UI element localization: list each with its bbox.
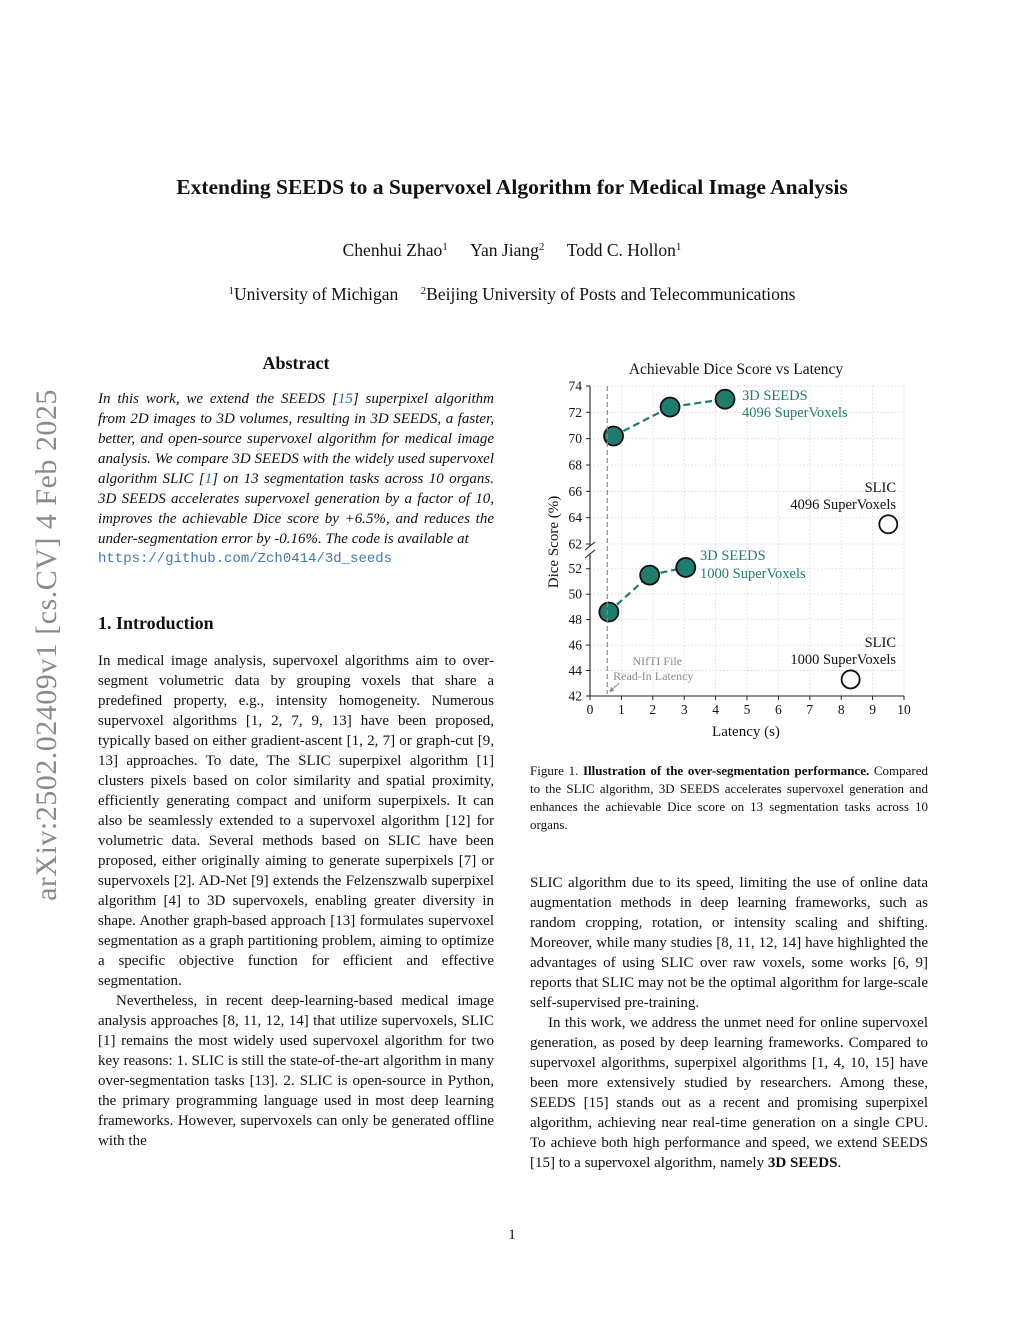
y-tick-label: 42	[568, 688, 582, 704]
author-name: Chenhui Zhao	[342, 240, 443, 260]
citation-link[interactable]: 15	[337, 391, 353, 407]
x-tick-label: 6	[775, 702, 782, 717]
caption-text: Compared to the SLIC algorithm, 3D SEEDS accelerates supervoxel generation and enhances the achievable Dice score on 13 segmentation tasks across 10 organs.	[530, 763, 928, 832]
y-axis-label: Dice Score (%)	[546, 495, 562, 589]
introduction-body-continued	[530, 873, 928, 1173]
figure-1	[530, 352, 930, 752]
y-tick-label: 52	[568, 561, 582, 577]
data-point	[640, 566, 659, 585]
series-1	[879, 515, 897, 533]
chart-grid	[590, 386, 904, 696]
y-tick-label: 70	[568, 431, 582, 447]
y-tick-label: 50	[568, 586, 582, 602]
abstract-text: ] on 13 segmentation tasks across 10 organs. 3D SEEDS accelerates supervoxel generation by a factor of 10, improves the achievable Dice score by +6.5%, and reduces the under-segmentation error by -0.16%. The code is available at	[98, 471, 494, 547]
left-column	[98, 353, 494, 1151]
data-point	[676, 558, 695, 577]
page-number: 1	[508, 1227, 516, 1243]
caption-label: Figure 1.	[530, 763, 579, 778]
x-tick-label: 4	[712, 702, 719, 717]
series-label: 4096 SuperVoxels	[790, 497, 896, 513]
affiliation	[229, 284, 399, 304]
paragraph: SLIC algorithm due to its speed, limiting the use of online data augmentation methods in deep learning frameworks, such as random cropping, rotation, or intensity scaling and shifting. Moreover, while many studies [8, 11, 12, 14] have highlighted the advantages of using SLIC over raw voxels, some works [6, 9] reports that SLIC may not be the optimal algorithm for large-scale self-supervised pre-training.	[530, 875, 928, 1011]
arxiv-side-stamp	[22, 360, 72, 930]
method-name: 3D SEEDS	[767, 1155, 838, 1171]
chart-title: Achievable Dice Score vs Latency	[628, 361, 844, 378]
series-label: SLIC	[864, 480, 896, 496]
code-repository-link[interactable]: https://github.com/Zch0414/3d_seeds	[98, 551, 393, 567]
affiliation	[421, 284, 796, 304]
series-label: 3D SEEDS	[700, 548, 766, 564]
abstract-body	[98, 389, 494, 569]
paragraph: Nevertheless, in recent deep-learning-based medical image analysis approaches [8, 11, 12, 14] that utilize supervoxels, SLIC [1] remains the most widely used supervoxel algorithm for two key reasons: 1. SLIC is still the state-of-the-art algorithm in many over-segmentation tasks [13]. 2. SLIC is open-source in Python, the primary programming language used in most deep learning frameworks. However, supervoxels can only be generated offline with the	[98, 993, 494, 1149]
series-3	[842, 670, 860, 688]
series-label: 3D SEEDS	[742, 388, 808, 404]
dice-latency-chart	[530, 352, 930, 752]
data-point	[599, 603, 618, 622]
caption-title: Illustration of the over-segmentation performance.	[582, 763, 870, 778]
x-tick-label: 3	[680, 702, 688, 717]
x-tick-label: 8	[837, 702, 845, 717]
x-tick-label: 10	[897, 702, 911, 717]
y-tick-label: 74	[568, 378, 582, 394]
data-point	[879, 515, 897, 533]
series-0	[604, 390, 734, 446]
affiliation-mark: 2	[420, 285, 427, 297]
arxiv-identifier: arXiv:2502.02409v1 [cs.CV] 4 Feb 2025	[30, 389, 63, 901]
introduction-heading: 1. Introduction	[98, 613, 214, 633]
author-affiliation-mark: 2	[538, 241, 545, 253]
x-tick-label: 2	[649, 702, 657, 717]
paragraph	[530, 1013, 928, 1173]
x-tick-label: 9	[869, 702, 876, 717]
y-tick-label: 68	[568, 457, 582, 473]
citation-link[interactable]: 1	[204, 471, 213, 487]
introduction-body	[98, 651, 494, 1151]
chart-labels	[607, 386, 896, 694]
affiliation-list	[0, 284, 1024, 305]
y-tick-label: 72	[568, 404, 582, 420]
series-label: SLIC	[864, 635, 896, 651]
x-axis-label: Latency (s)	[712, 724, 780, 740]
annotation-label: Read-In Latency	[613, 669, 694, 683]
affiliation-name: Beijing University of Posts and Telecommunications	[426, 284, 796, 304]
paragraph: In medical image analysis, supervoxel algorithms aim to over-segment volumetric data by grouping voxels that share a predefined property, e.g., intensity homogeneity. Numerous supervoxel algorithms [1, 2, 7, 9, 13] have been proposed, typically based on either gradient-ascent [1, 2, 7] or graph-cut [9, 13] approaches. To date, The SLIC superpixel algorithm [1] clusters pixels based on color similarity and spatial proximity, efficiently generating compact and uniform superpixels. It can also be seamlessly extended to a supervoxel algorithm [12] for volumetric data. Several methods based on SLIC have been proposed, either originally aiming to generate superpixels [7] or supervoxels [2]. AD-Net [9] extends the Felzenszwalb superpixel algorithm [4] to 3D supervoxels, enabling greater diversity in shape. Another graph-based approach [13] formulates supervoxel segmentation as a graph partitioning problem, aiming to optimize a specific objective function for efficient and effective segmentation.	[98, 653, 494, 989]
figure-caption	[530, 762, 928, 834]
y-tick-label: 66	[568, 483, 582, 499]
affiliation-mark: 1	[228, 285, 235, 297]
annotation-label: NIfTI File	[632, 654, 683, 668]
author	[470, 240, 544, 260]
author-affiliation-mark: 1	[442, 241, 448, 253]
y-tick-label: 62	[568, 536, 582, 552]
y-tick-label: 64	[568, 510, 582, 526]
y-tick-label: 48	[568, 612, 582, 628]
data-point	[716, 390, 735, 409]
author-affiliation-mark: 1	[675, 241, 682, 253]
author	[343, 240, 448, 260]
paper-title: Extending SEEDS to a Supervoxel Algorithm for Medical Image Analysis	[176, 175, 848, 199]
author-name: Todd C. Hollon	[566, 240, 676, 260]
data-point	[661, 398, 680, 417]
x-tick-label: 5	[743, 702, 751, 717]
chart-series	[599, 390, 897, 689]
y-tick-label: 46	[568, 637, 582, 653]
author-name: Yan Jiang	[470, 240, 539, 260]
paragraph-text: .	[837, 1155, 842, 1171]
author	[567, 240, 682, 260]
right-column	[530, 873, 928, 1173]
x-tick-label: 1	[618, 702, 625, 717]
abstract-text: In this work, we extend the SEEDS [	[98, 391, 338, 407]
series-label: 4096 SuperVoxels	[742, 405, 848, 421]
paragraph-text: In this work, we address the unmet need for online supervoxel generation, as posed by deep learning frameworks. Compared to supervoxel algorithms, superpixel algorithms [1, 4, 10, 15] have been more extensively studied by researchers. Among these, SEEDS [15] stands out as a recent and promising superpixel algorithm, achieving near real-time generation on a single CPU. To achieve both high performance and speed, we extend SEEDS [15] to a supervoxel algorithm, namely	[530, 1015, 928, 1171]
x-tick-label: 7	[806, 702, 814, 717]
series-label: 1000 SuperVoxels	[790, 652, 896, 668]
series-2	[599, 558, 695, 622]
abstract-text: ] superpixel algorithm from 2D images to 3D volumes, resulting in 3D SEEDS, a faster, better, and open-source supervoxel algorithm for medical image analysis. We compare 3D SEEDS with the widely used supervoxel algorithm SLIC [	[98, 391, 494, 487]
data-point	[842, 670, 860, 688]
author-list	[0, 240, 1024, 261]
y-tick-label: 44	[568, 663, 582, 679]
abstract-heading: Abstract	[262, 353, 330, 373]
series-label: 1000 SuperVoxels	[700, 566, 806, 582]
x-tick-label: 0	[586, 702, 594, 717]
affiliation-name: University of Michigan	[234, 284, 399, 304]
